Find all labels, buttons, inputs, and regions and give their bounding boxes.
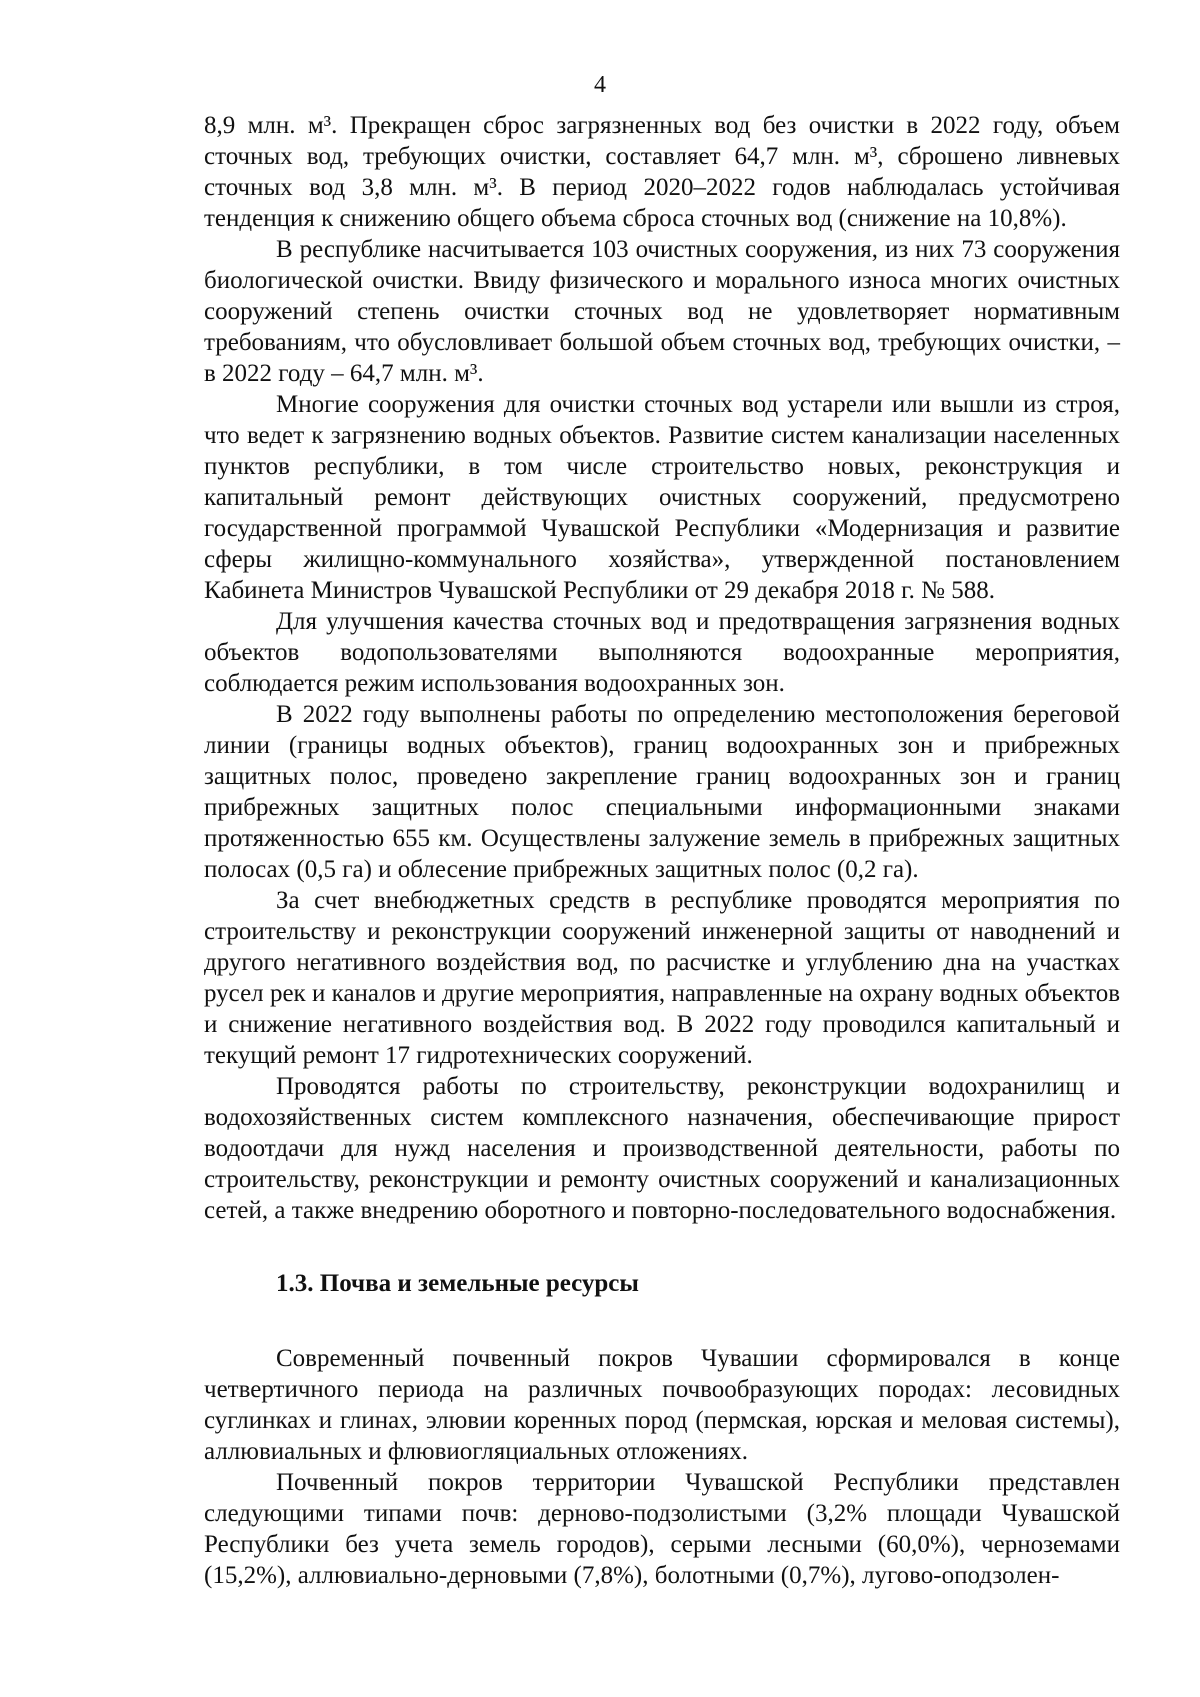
paragraph-soil-types: Почвенный покров территории Чувашской Республики представлен следующими типами почв: дерново-подзолистыми (3,2% площади Чувашской Республики без учета земель городов), серыми лесными (60,0%), черноземами (15,2%), аллювиально-дерновыми (7,8%), болотными (0,7%), лугово-оподзолен-: [204, 1469, 1120, 1589]
paragraph-sewerage-program: Многие сооружения для очистки сточных вод устарели или вышли из строя, что ведет к загрязнению водных объектов. Развитие систем канализации населенных пунктов республики, в том числе строительство новых, реконструкция и капитальный ремонт действующих очистных сооружений, предусмотрено государственной программой Чувашской Республики «Модернизация и развитие сферы жилищно-коммунального хозяйства», утвержденной постановлением Кабинета Министров Чувашской Республики от 29 декабря 2018 г. № 588.: [204, 391, 1120, 604]
document-body: [204, 110, 1120, 1591]
page-number: 4: [594, 72, 606, 98]
paragraph-treatment-facilities: В республике насчитывается 103 очистных сооружения, из них 73 сооружения биологической очистки. Ввиду физического и морального износа многих очистных сооружений степень очистки сточных вод не удовлетворяет нормативным требованиям, что обусловливает большой объем сточных вод, требующих очистки, – в 2022 году – 64,7 млн. м³.: [204, 236, 1120, 387]
paragraph-soil-formation: Современный почвенный покров Чувашии сформировался в конце четвертичного периода на различных почвообразующих породах: лесовидных суглинках и глинах, элювии коренных пород (пермская, юрская и меловая системы), аллювиальных и флювиогляциальных отложениях.: [204, 1345, 1120, 1465]
section-heading-soil: 1.3. Почва и земельные ресурсы: [276, 1270, 639, 1297]
paragraph-water-protection-measures: Для улучшения качества сточных вод и предотвращения загрязнения водных объектов водопользователями выполняются водоохранные мероприятия, соблюдается режим использования водоохранных зон.: [204, 608, 1120, 697]
paragraph-extrabudgetary-measures: За счет внебюджетных средств в республике проводятся мероприятия по строительству и реконструкции сооружений инженерной защиты от наводнений и другого негативного воздействия вод, по расчистке и углублению дна на участках русел рек и каналов и другие мероприятия, направленные на охрану водных объектов и снижение негативного воздействия вод. В 2022 году проводился капитальный и текущий ремонт 17 гидротехнических сооружений.: [204, 887, 1120, 1069]
paragraph-reservoir-construction: Проводятся работы по строительству, реконструкции водохранилищ и водохозяйственных систем комплексного назначения, обеспечивающие прирост водоотдачи для нужд населения и производственной деятельности, работы по строительству, реконструкции и ремонту очистных сооружений и канализационных сетей, а также внедрению оборотного и повторно-последовательного водоснабжения.: [204, 1073, 1120, 1224]
paragraph-shoreline-works: В 2022 году выполнены работы по определению местоположения береговой линии (границы водных объектов), границ водоохранных зон и прибрежных защитных полос, проведено закрепление границ водоохранных зон и границ прибрежных защитных полос специальными информационными знаками протяженностью 655 км. Осуществлены залужение земель в прибрежных защитных полосах (0,5 га) и облесение прибрежных защитных полос (0,2 га).: [204, 701, 1120, 883]
paragraph-wastewater-volume: 8,9 млн. м³. Прекращен сброс загрязненных вод без очистки в 2022 году, объем сточных вод, требующих очистки, составляет 64,7 млн. м³, сброшено ливневых сточных вод 3,8 млн. м³. В период 2020–2022 годов наблюдалась устойчивая тенденция к снижению общего объема сброса сточных вод (снижение на 10,8%).: [204, 112, 1120, 232]
